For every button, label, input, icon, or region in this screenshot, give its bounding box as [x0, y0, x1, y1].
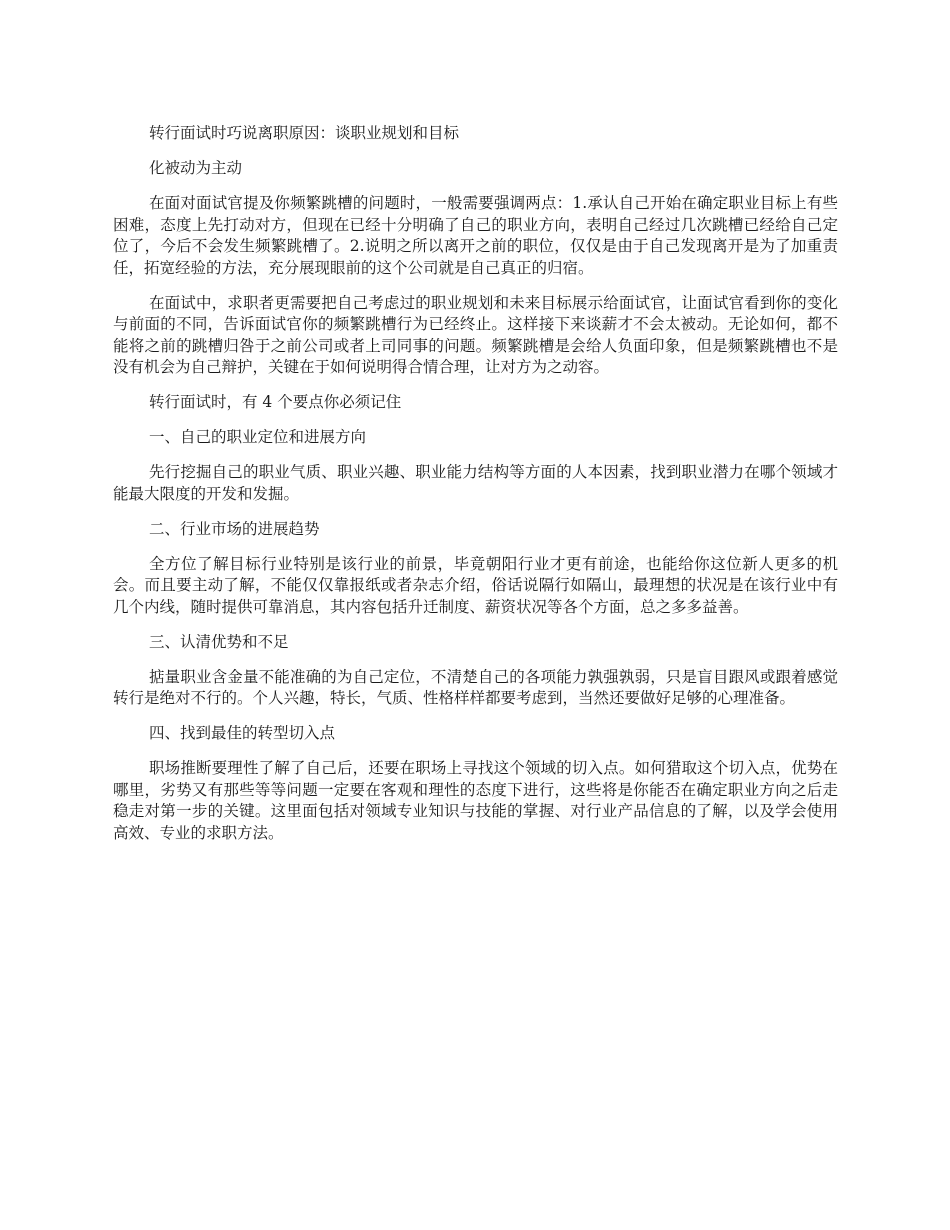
body-paragraph: 在面对面试官提及你频繁跳槽的问题时，一般需要强调两点：1.承认自己开始在确定职业目标上有些困难，态度上先打动对方，但现在已经十分明确了自己的职业方向，表明自己经过几次跳槽已经给自己定位了，今后不会发生频繁跳槽了。2.说明之所以离开之前的职位，仅仅是由于自己发现离开是为了加重责任，拓宽经验的方法，充分展现眼前的这个公司就是自己真正的归宿。 [113, 194, 838, 277]
article-title: 转行面试时巧说离职原因：谈职业规划和目标 [149, 124, 460, 142]
body-paragraph: 先行挖掘自己的职业气质、职业兴趣、职业能力结构等方面的人本因素，找到职业潜力在哪个领域才能最大限度的开发和发掘。 [113, 463, 838, 503]
section-heading: 三、认清优势和不足 [149, 632, 289, 651]
subtitle: 化被动为主动 [149, 159, 243, 177]
section-heading: 二、行业市场的进展趋势 [149, 519, 320, 538]
body-paragraph: 掂量职业含金量不能准确的为自己定位，不清楚自己的各项能力孰强孰弱，只是盲目跟风或跟着感觉转行是绝对不行的。个人兴趣，特长，气质、性格样样都要考虑到，当然还要做好足够的心理准备。 [113, 667, 838, 707]
body-paragraph: 全方位了解目标行业特别是该行业的前景，毕竟朝阳行业才更有前途，也能给你这位新人更多的机会。而且要主动了解，不能仅仅靠报纸或者杂志介绍，俗话说隔行如隔山，最理想的状况是在该行业中有几个内线，随时提供可靠消息，其内容包括升迁制度、薪资状况等各个方面，总之多多益善。 [113, 554, 838, 616]
section-heading: 四、找到最佳的转型切入点 [149, 724, 336, 742]
section-intro: 转行面试时，有 4 个要点你必须记住 [149, 393, 402, 411]
body-paragraph: 职场推断要理性了解了自己后，还要在职场上寻找这个领域的切入点。如何猎取这个切入点，优势在哪里，劣势又有那些等等问题一定要在客观和理性的态度下进行，这些将是你能否在确定职业方向之后走稳走对第一步的关键。这里面包括对领域专业知识与技能的掌握、对行业产品信息的了解，以及学会使用高效、专业的求职方法。 [113, 759, 838, 842]
document-body [113, 123, 838, 858]
section-heading: 一、自己的职业定位和进展方向 [149, 428, 367, 446]
body-paragraph: 在面试中，求职者更需要把自己考虑过的职业规划和未来目标展示给面试官，让面试官看到你的变化与前面的不同，告诉面试官你的频繁跳槽行为已经终止。这样接下来谈薪才不会太被动。无论如何，都不能将之前的跳槽归咎于之前公司或者上司同事的问题。频繁跳槽是会给人负面印象，但是频繁跳槽也不是没有机会为自己辩护，关键在于如何说明得合情合理，让对方为之动容。 [113, 293, 838, 376]
